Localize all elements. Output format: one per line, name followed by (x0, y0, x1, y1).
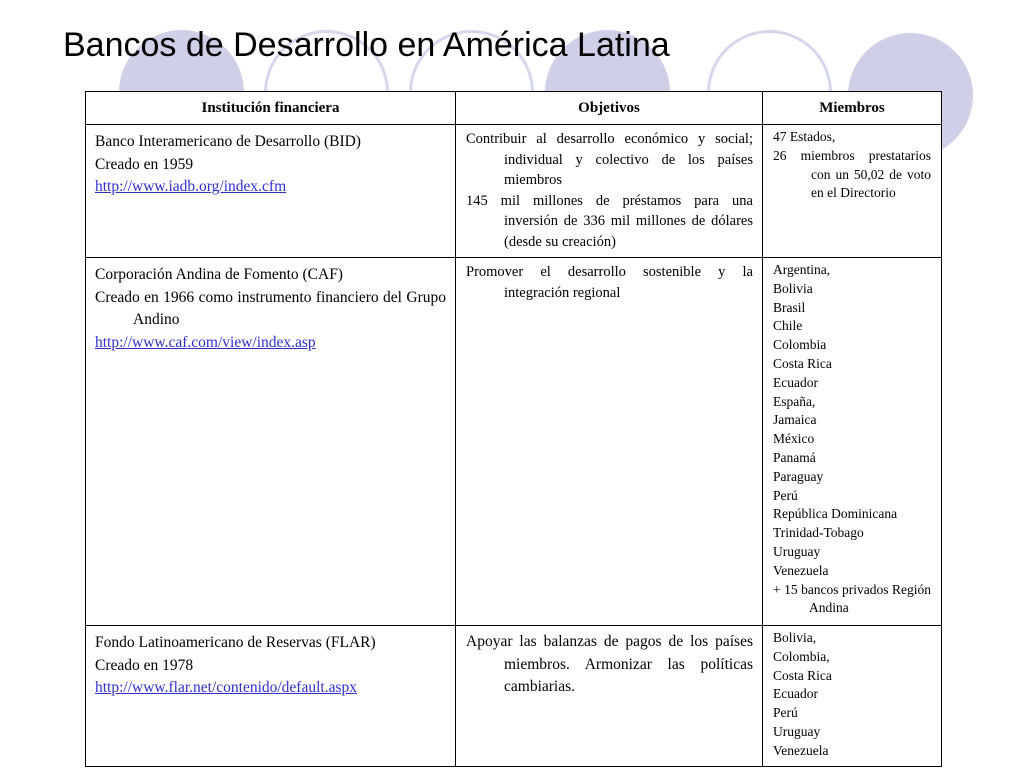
institution-created: Creado en 1978 (95, 656, 194, 674)
member-item: Costa Rica (773, 355, 832, 371)
institution-name: Fondo Latinoamericano de Reservas (FLAR) (95, 634, 376, 651)
member-item: Venezuela (773, 742, 829, 758)
member-item: Venezuela (773, 562, 829, 578)
members-cell (763, 626, 942, 767)
members-cell (763, 125, 942, 258)
member-item: Trinidad-Tobago (773, 525, 864, 541)
banks-table (85, 91, 942, 767)
objectives-cell (456, 125, 763, 258)
member-item: Perú (773, 705, 798, 721)
objective-item: Promover el desarrollo sostenible y la integración regional (466, 264, 753, 301)
column-header-institution: Institución financiera (86, 92, 456, 125)
institution-name: Banco Interamericano de Desarrollo (BID) (95, 133, 361, 150)
objective-item: 145 mil millones de préstamos para una inversión de 336 mil millones de dólares (desde su creación) (466, 192, 753, 250)
objective-item: Apoyar las balanzas de pagos de los países miembros. Armonizar las políticas cambiarias. (466, 633, 753, 695)
member-item: Bolivia (773, 280, 813, 296)
member-item: Ecuador (773, 374, 818, 390)
table-row-caf (86, 258, 942, 626)
member-item: Brasil (773, 299, 806, 315)
member-item: Ecuador (773, 686, 818, 702)
member-item: Perú (773, 487, 798, 503)
institution-cell (86, 258, 456, 626)
member-item: Panamá (773, 449, 816, 465)
member-item: Uruguay (773, 723, 821, 739)
objectives-cell (456, 626, 763, 767)
institution-link[interactable]: http://www.caf.com/view/index.asp (95, 333, 316, 351)
institution-created: Creado en 1966 como instrumento financiero del Grupo Andino (95, 288, 446, 328)
institution-created: Creado en 1959 (95, 155, 194, 173)
column-header-objectives: Objetivos (456, 92, 763, 125)
member-item: España, (773, 393, 816, 409)
member-item: Costa Rica (773, 667, 832, 683)
institution-link[interactable]: http://www.iadb.org/index.cfm (95, 178, 287, 195)
member-item: Chile (773, 318, 803, 334)
member-item: Argentina, (773, 262, 831, 277)
institution-link[interactable]: http://www.flar.net/contenido/default.aspx (95, 679, 358, 696)
member-item: 47 Estados, (773, 129, 836, 144)
objective-item: Contribuir al desarrollo económico y social; individual y colectivo de los países miembros (466, 131, 753, 188)
table-header-row (86, 92, 942, 125)
institution-cell (86, 626, 456, 767)
slide-title: Bancos de Desarrollo en América Latina (63, 26, 670, 64)
member-item: 26 miembros prestatarios con un 50,02 de voto en el Directorio (773, 147, 931, 201)
member-item: Bolivia, (773, 630, 817, 645)
members-cell (763, 258, 942, 626)
member-item: México (773, 431, 815, 447)
column-header-members: Miembros (763, 92, 942, 125)
member-item: República Dominicana (773, 506, 898, 522)
member-item: Colombia (773, 337, 827, 353)
institution-name: Corporación Andina de Fomento (CAF) (95, 266, 343, 283)
table-row-flar (86, 626, 942, 767)
objectives-cell (456, 258, 763, 626)
member-item: Colombia, (773, 648, 830, 664)
institution-cell (86, 125, 456, 258)
member-item: Uruguay (773, 543, 821, 559)
member-item: + 15 bancos privados Región Andina (773, 581, 931, 616)
member-item: Paraguay (773, 468, 824, 484)
table-row-bid (86, 125, 942, 258)
member-item: Jamaica (773, 412, 817, 428)
